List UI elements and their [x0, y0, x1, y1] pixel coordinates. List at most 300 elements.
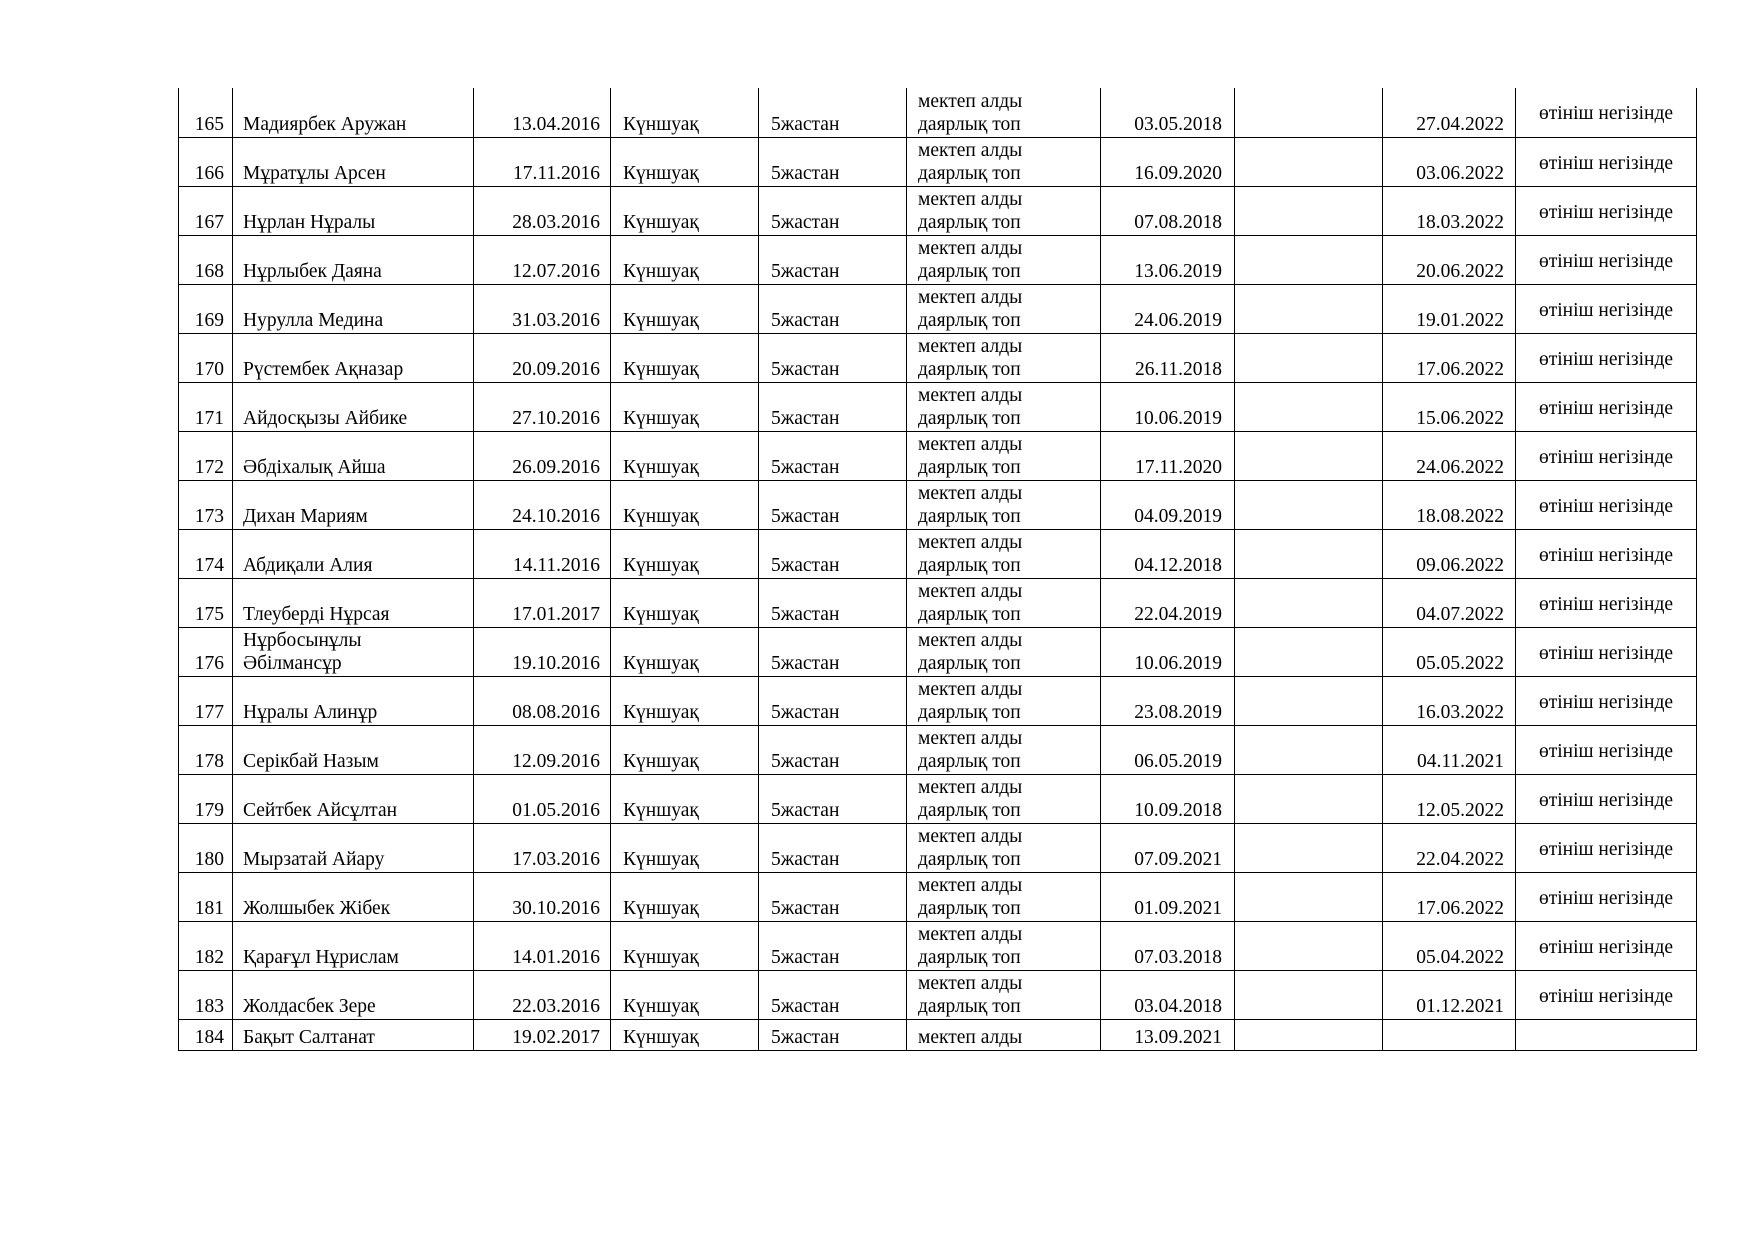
group-name-text: Күншуақ: [623, 309, 699, 331]
age-group-text: 5жастан: [771, 505, 840, 527]
row-number-cell: [179, 725, 233, 774]
group-type-cell: [907, 578, 1101, 627]
reason-cell: [1516, 872, 1697, 921]
group-type-text-line2: даярлық топ: [918, 946, 1021, 968]
group-type-text: мектеп алды: [918, 825, 1023, 847]
birth-date-text: 27.10.2016: [512, 407, 600, 429]
row-number-text: 179: [194, 799, 224, 821]
group-name-cell: [611, 284, 759, 333]
empty-cell: [1235, 137, 1383, 186]
child-name-cell: [233, 284, 474, 333]
age-group-cell: [759, 970, 907, 1019]
group-type-text-line2: даярлық топ: [918, 456, 1021, 478]
enrollment-date-text: 07.09.2021: [1134, 848, 1222, 870]
leave-date-text: 17.06.2022: [1416, 897, 1504, 919]
row-number-text: 173: [194, 505, 224, 527]
group-type-text-line2: даярлық топ: [918, 505, 1021, 527]
birth-date-cell: [474, 921, 611, 970]
enrollment-date-cell: [1101, 529, 1235, 578]
birth-date-text: 17.03.2016: [512, 848, 600, 870]
child-name-text: Тлеуберді Нұрсая: [243, 603, 390, 625]
age-group-cell: [759, 137, 907, 186]
age-group-cell: [759, 88, 907, 137]
group-name-cell: [611, 970, 759, 1019]
empty-cell: [1235, 235, 1383, 284]
group-type-cell: [907, 823, 1101, 872]
child-name-text: Сейтбек Айсұлтан: [243, 799, 398, 821]
group-type-text-line2: даярлық топ: [918, 799, 1021, 821]
age-group-text: 5жастан: [771, 407, 840, 429]
age-group-text: 5жастан: [771, 946, 840, 968]
group-name-text: Күншуақ: [623, 652, 699, 674]
enrollment-date-cell: [1101, 921, 1235, 970]
child-name-text: Әбдіхалық Айша: [243, 456, 386, 478]
group-type-cell: [907, 774, 1101, 823]
group-name-cell: [611, 431, 759, 480]
reason-text: өтініш негізінде: [1538, 103, 1674, 124]
enrollment-date-cell: [1101, 823, 1235, 872]
table-row: [179, 284, 1697, 333]
group-name-cell: [611, 88, 759, 137]
child-name-text: Мұратұлы Арсен: [243, 162, 386, 184]
table-row: [179, 480, 1697, 529]
row-number-text: 181: [194, 897, 224, 919]
group-name-text: Күншуақ: [623, 162, 699, 184]
child-name-cell: [233, 872, 474, 921]
birth-date-cell: [474, 284, 611, 333]
group-type-cell: [907, 284, 1101, 333]
child-name-text: Нұралы Алинұр: [243, 701, 378, 723]
child-name-text: Рүстембек Ақназар: [243, 358, 404, 380]
row-number-text: 180: [194, 848, 224, 870]
group-type-text-line2: даярлық топ: [918, 554, 1021, 576]
age-group-text: 5жастан: [771, 750, 840, 772]
age-group-text: 5жастан: [771, 799, 840, 821]
leave-date-cell: [1383, 137, 1516, 186]
age-group-cell: [759, 774, 907, 823]
birth-date-text: 08.08.2016: [512, 701, 600, 723]
birth-date-text: 12.09.2016: [512, 750, 600, 772]
row-number-cell: [179, 88, 233, 137]
table-row: [179, 823, 1697, 872]
leave-date-text: 19.01.2022: [1416, 309, 1504, 331]
birth-date-cell: [474, 480, 611, 529]
group-type-cell: [907, 480, 1101, 529]
birth-date-text: 31.03.2016: [512, 309, 600, 331]
row-number-text: 177: [194, 701, 224, 723]
age-group-text: 5жастан: [771, 897, 840, 919]
reason-cell: [1516, 627, 1697, 676]
leave-date-cell: [1383, 921, 1516, 970]
birth-date-cell: [474, 872, 611, 921]
group-type-cell: [907, 137, 1101, 186]
birth-date-text: 13.04.2016: [512, 113, 600, 135]
leave-date-text: 16.03.2022: [1416, 701, 1504, 723]
enrollment-date-cell: [1101, 774, 1235, 823]
row-number-cell: [179, 872, 233, 921]
enrollment-date-text: 07.03.2018: [1134, 946, 1222, 968]
birth-date-text: 14.01.2016: [512, 946, 600, 968]
birth-date-text: 26.09.2016: [512, 456, 600, 478]
leave-date-cell: [1383, 88, 1516, 137]
table-row: [179, 186, 1697, 235]
enrollment-date-text: 07.08.2018: [1134, 211, 1222, 233]
group-name-text: Күншуақ: [623, 113, 699, 135]
birth-date-text: 12.07.2016: [512, 260, 600, 282]
row-number-text: 169: [194, 309, 224, 331]
birth-date-cell: [474, 725, 611, 774]
leave-date-cell: [1383, 774, 1516, 823]
group-type-text: мектеп алды: [918, 482, 1023, 504]
reason-cell: [1516, 186, 1697, 235]
enrollment-date-text: 16.09.2020: [1134, 162, 1222, 184]
group-type-cell: [907, 333, 1101, 382]
row-number-text: 176: [194, 652, 224, 674]
child-name-text: Бақыт Салтанат: [243, 1026, 375, 1048]
group-type-text: мектеп алды: [918, 629, 1023, 651]
group-type-text-line2: даярлық топ: [918, 260, 1021, 282]
row-number-text: 170: [194, 358, 224, 380]
age-group-cell: [759, 921, 907, 970]
group-type-cell: [907, 186, 1101, 235]
child-name-cell: [233, 382, 474, 431]
enrollment-date-text: 03.05.2018: [1134, 113, 1222, 135]
age-group-cell: [759, 627, 907, 676]
leave-date-cell: [1383, 676, 1516, 725]
reason-cell: [1516, 725, 1697, 774]
birth-date-text: 24.10.2016: [512, 505, 600, 527]
reason-text: өтініш негізінде: [1538, 544, 1674, 566]
child-name-text: Жолдасбек Зере: [243, 995, 376, 1017]
group-type-text: мектеп алды: [918, 580, 1023, 602]
age-group-cell: [759, 872, 907, 921]
age-group-text: 5жастан: [771, 848, 840, 870]
reason-cell: [1516, 137, 1697, 186]
row-number-text: 167: [194, 211, 224, 233]
row-number-cell: [179, 284, 233, 333]
empty-cell: [1235, 774, 1383, 823]
group-name-cell: [611, 333, 759, 382]
table-row: [179, 921, 1697, 970]
enrollment-date-cell: [1101, 578, 1235, 627]
leave-date-text: 17.06.2022: [1416, 358, 1504, 380]
table-row: [179, 970, 1697, 1019]
row-number-cell: [179, 137, 233, 186]
birth-date-cell: [474, 774, 611, 823]
leave-date-text: 09.06.2022: [1416, 554, 1504, 576]
enrollment-date-cell: [1101, 480, 1235, 529]
table-body: [179, 88, 1697, 1050]
birth-date-cell: [474, 578, 611, 627]
reason-cell: [1516, 676, 1697, 725]
birth-date-cell: [474, 431, 611, 480]
leave-date-cell: [1383, 186, 1516, 235]
group-type-text: мектеп алды: [918, 678, 1023, 700]
group-name-text: Күншуақ: [623, 946, 699, 968]
leave-date-text: 04.11.2021: [1416, 750, 1504, 772]
reason-cell: [1516, 480, 1697, 529]
birth-date-cell: [474, 823, 611, 872]
child-name-cell: [233, 186, 474, 235]
empty-cell: [1235, 627, 1383, 676]
leave-date-cell: [1383, 970, 1516, 1019]
leave-date-cell: [1383, 284, 1516, 333]
group-type-cell: [907, 627, 1101, 676]
age-group-cell: [759, 529, 907, 578]
empty-cell: [1235, 1019, 1383, 1050]
row-number-text: 166: [194, 162, 224, 184]
row-number-cell: [179, 970, 233, 1019]
child-name-cell: [233, 823, 474, 872]
group-name-cell: [611, 480, 759, 529]
leave-date-text: 18.03.2022: [1416, 211, 1504, 233]
age-group-cell: [759, 235, 907, 284]
enrollment-date-text: 23.08.2019: [1134, 701, 1222, 723]
empty-cell: [1235, 970, 1383, 1019]
group-name-text: Күншуақ: [623, 750, 699, 772]
group-name-cell: [611, 725, 759, 774]
birth-date-cell: [474, 627, 611, 676]
leave-date-text: 04.07.2022: [1416, 603, 1504, 625]
birth-date-cell: [474, 676, 611, 725]
group-type-text: мектеп алды: [918, 286, 1023, 308]
group-name-text: Күншуақ: [623, 407, 699, 429]
child-name-cell: [233, 333, 474, 382]
table-row: [179, 333, 1697, 382]
reason-cell: [1516, 382, 1697, 431]
group-name-text: Күншуақ: [623, 995, 699, 1017]
row-number-cell: [179, 333, 233, 382]
enrollment-date-cell: [1101, 186, 1235, 235]
table-row: [179, 529, 1697, 578]
child-name-cell: [233, 578, 474, 627]
leave-date-text: 12.05.2022: [1416, 799, 1504, 821]
enrollment-date-cell: [1101, 284, 1235, 333]
table-row: [179, 578, 1697, 627]
group-name-text: Күншуақ: [623, 505, 699, 527]
group-name-cell: [611, 774, 759, 823]
leave-date-text: 05.05.2022: [1416, 652, 1504, 674]
group-name-cell: [611, 529, 759, 578]
age-group-text: 5жастан: [771, 456, 840, 478]
age-group-cell: [759, 186, 907, 235]
empty-cell: [1235, 676, 1383, 725]
reason-cell: [1516, 88, 1697, 137]
child-name-cell: [233, 676, 474, 725]
age-group-text: 5жастан: [771, 309, 840, 331]
leave-date-text: 22.04.2022: [1416, 848, 1504, 870]
row-number-text: 182: [194, 946, 224, 968]
reason-text: өтініш негізінде: [1538, 985, 1674, 1007]
age-group-cell: [759, 382, 907, 431]
empty-cell: [1235, 333, 1383, 382]
reason-text: өтініш негізінде: [1538, 691, 1674, 713]
group-name-cell: [611, 235, 759, 284]
group-name-text: Күншуақ: [623, 1026, 699, 1048]
age-group-text: 5жастан: [771, 358, 840, 380]
enrollment-date-text: 06.05.2019: [1134, 750, 1222, 772]
enrollment-date-cell: [1101, 137, 1235, 186]
group-name-text: Күншуақ: [623, 260, 699, 282]
group-type-cell: [907, 921, 1101, 970]
group-type-text: мектеп алды: [918, 874, 1023, 896]
reason-text: өтініш негізінде: [1538, 936, 1674, 958]
group-type-cell: [907, 1019, 1101, 1050]
row-number-text: 171: [194, 407, 224, 429]
row-number-text: 175: [194, 603, 224, 625]
reason-text: өтініш негізінде: [1538, 642, 1674, 664]
birth-date-text: 17.11.2016: [512, 162, 600, 184]
birth-date-text: 01.05.2016: [512, 799, 600, 821]
group-type-text-line2: даярлық топ: [918, 995, 1021, 1017]
row-number-cell: [179, 676, 233, 725]
age-group-cell: [759, 823, 907, 872]
enrollment-date-text: 04.09.2019: [1134, 505, 1222, 527]
age-group-cell: [759, 676, 907, 725]
row-number-cell: [179, 431, 233, 480]
enrollment-date-cell: [1101, 676, 1235, 725]
group-type-text-line2: даярлық топ: [918, 211, 1021, 233]
group-type-text: мектеп алды: [918, 776, 1023, 798]
child-name-text-line2: Әбілмансұр: [243, 652, 342, 674]
group-type-text-line2: даярлық топ: [918, 897, 1021, 919]
leave-date-text: 03.06.2022: [1416, 162, 1504, 184]
leave-date-text: 01.12.2021: [1416, 995, 1504, 1017]
group-type-text: мектеп алды: [918, 972, 1023, 994]
age-group-cell: [759, 1019, 907, 1050]
child-name-text: Нурулла Медина: [243, 309, 384, 331]
group-name-cell: [611, 186, 759, 235]
row-number-cell: [179, 382, 233, 431]
enrollment-date-text: 17.11.2020: [1134, 456, 1222, 478]
reason-cell: [1516, 921, 1697, 970]
empty-cell: [1235, 578, 1383, 627]
enrollment-date-cell: [1101, 1019, 1235, 1050]
child-name-text: Дихан Мариям: [243, 505, 368, 527]
birth-date-text: 19.10.2016: [512, 652, 600, 674]
group-type-text-line2: даярлық топ: [918, 652, 1021, 674]
child-name-cell: [233, 529, 474, 578]
table-row: [179, 676, 1697, 725]
empty-cell: [1235, 921, 1383, 970]
enrollment-date-cell: [1101, 970, 1235, 1019]
child-name-cell: [233, 627, 474, 676]
row-number-cell: [179, 235, 233, 284]
group-name-text: Күншуақ: [623, 554, 699, 576]
age-group-cell: [759, 431, 907, 480]
age-group-text: 5жастан: [771, 211, 840, 233]
row-number-cell: [179, 186, 233, 235]
row-number-text: 172: [194, 456, 224, 478]
row-number-cell: [179, 774, 233, 823]
leave-date-cell: [1383, 578, 1516, 627]
child-name-text: Серікбай Назым: [243, 750, 379, 772]
reason-cell: [1516, 970, 1697, 1019]
row-number-cell: [179, 480, 233, 529]
table-row: [179, 627, 1697, 676]
group-type-text-line2: даярлық топ: [918, 113, 1021, 135]
group-name-text: Күншуақ: [623, 456, 699, 478]
leave-date-cell: [1383, 480, 1516, 529]
group-type-text-line2: даярлық топ: [918, 848, 1021, 870]
reason-cell: [1516, 431, 1697, 480]
row-number-cell: [179, 627, 233, 676]
child-name-text: Нұрбосынұлы: [243, 629, 362, 651]
group-name-text: Күншуақ: [623, 799, 699, 821]
enrollment-date-cell: [1101, 88, 1235, 137]
birth-date-cell: [474, 137, 611, 186]
row-number-text: 178: [194, 750, 224, 772]
group-type-text: мектеп алды: [918, 139, 1023, 161]
enrollment-date-text: 01.09.2021: [1134, 897, 1222, 919]
leave-date-cell: [1383, 529, 1516, 578]
group-type-text-line2: даярлық топ: [918, 750, 1021, 772]
child-name-text: Қарағұл Нұрислам: [243, 946, 399, 968]
leave-date-text: 20.06.2022: [1416, 260, 1504, 282]
leave-date-text: 24.06.2022: [1416, 456, 1504, 478]
child-name-cell: [233, 480, 474, 529]
group-type-text-line2: даярлық топ: [918, 358, 1021, 380]
age-group-text: 5жастан: [771, 260, 840, 282]
group-type-text: мектеп алды: [918, 237, 1023, 259]
group-type-cell: [907, 431, 1101, 480]
reason-cell: [1516, 578, 1697, 627]
group-type-cell: [907, 382, 1101, 431]
leave-date-text: 15.06.2022: [1416, 407, 1504, 429]
birth-date-text: 28.03.2016: [512, 211, 600, 233]
group-name-cell: [611, 921, 759, 970]
leave-date-cell: [1383, 823, 1516, 872]
age-group-text: 5жастан: [771, 113, 840, 135]
age-group-text: 5жастан: [771, 652, 840, 674]
enrollment-date-text: 13.06.2019: [1134, 260, 1222, 282]
age-group-text: 5жастан: [771, 701, 840, 723]
reason-text: өтініш негізінде: [1538, 740, 1674, 762]
birth-date-text: 14.11.2016: [512, 554, 600, 576]
birth-date-cell: [474, 235, 611, 284]
group-name-text: Күншуақ: [623, 211, 699, 233]
empty-cell: [1235, 431, 1383, 480]
child-name-cell: [233, 431, 474, 480]
group-name-text: Күншуақ: [623, 897, 699, 919]
group-type-text: мектеп алды: [918, 335, 1023, 357]
reason-text: өтініш негізінде: [1538, 887, 1674, 909]
enrollment-date-cell: [1101, 872, 1235, 921]
row-number-cell: [179, 921, 233, 970]
child-name-cell: [233, 137, 474, 186]
reason-text: өтініш негізінде: [1538, 446, 1674, 468]
group-name-cell: [611, 1019, 759, 1050]
enrollment-date-cell: [1101, 235, 1235, 284]
reason-text: өтініш негізінде: [1538, 838, 1674, 860]
row-number-cell: [179, 529, 233, 578]
empty-cell: [1235, 88, 1383, 137]
reason-text: өтініш негізінде: [1538, 397, 1674, 419]
row-number-text: 174: [194, 554, 224, 576]
reason-cell: [1516, 333, 1697, 382]
reason-text: өтініш негізінде: [1538, 593, 1674, 615]
empty-cell: [1235, 186, 1383, 235]
group-name-text: Күншуақ: [623, 358, 699, 380]
birth-date-text: 19.02.2017: [512, 1026, 600, 1048]
age-group-cell: [759, 333, 907, 382]
enrollment-date-cell: [1101, 725, 1235, 774]
group-name-cell: [611, 627, 759, 676]
reason-cell: [1516, 284, 1697, 333]
reason-cell: [1516, 235, 1697, 284]
reason-text: өтініш негізінде: [1538, 495, 1674, 517]
child-name-cell: [233, 88, 474, 137]
